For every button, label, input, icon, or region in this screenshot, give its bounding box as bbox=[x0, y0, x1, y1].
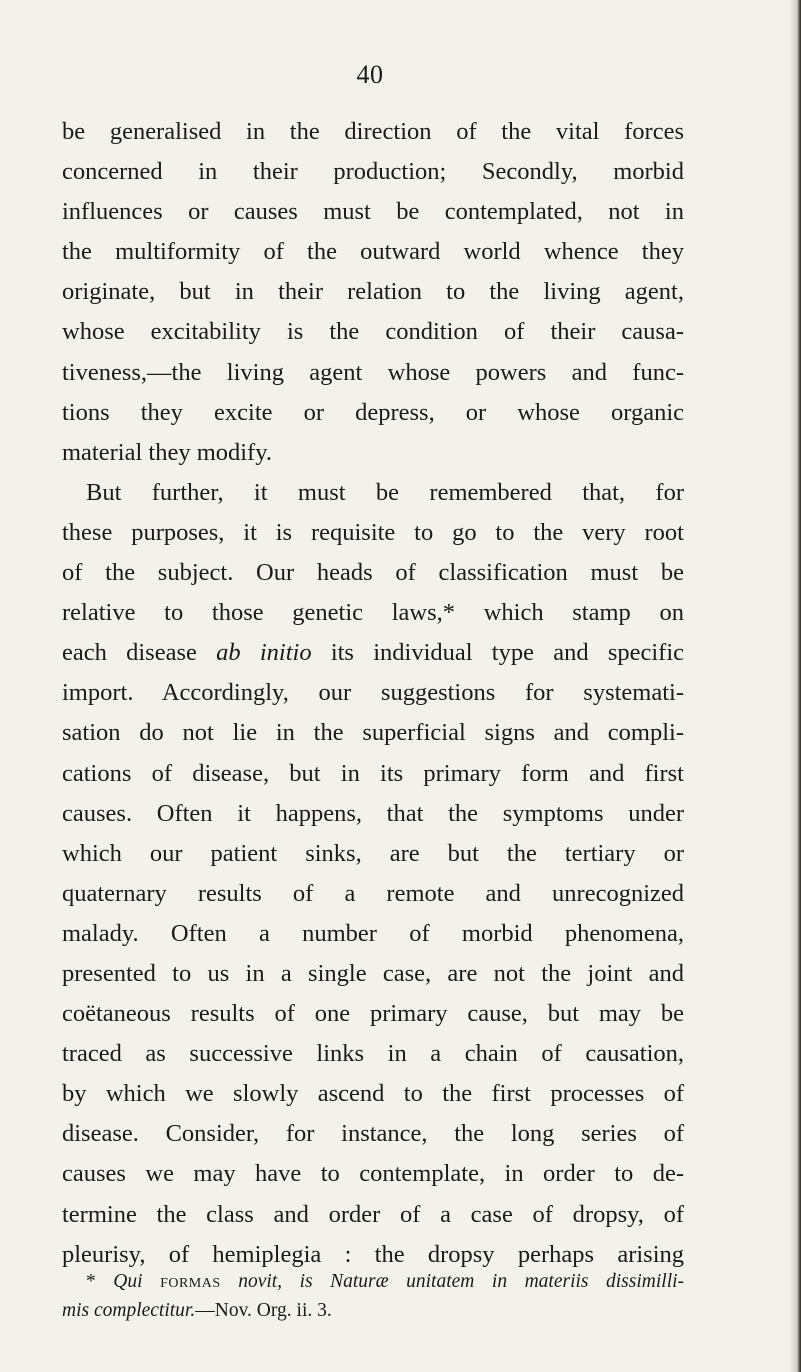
footnote-italic: Qui bbox=[113, 1271, 143, 1292]
text-line: influences or causes must be contemplated, not in bbox=[62, 198, 684, 226]
text-line: material they modify. bbox=[62, 438, 272, 466]
text-line: But further, it must be remembered that, for bbox=[86, 478, 684, 506]
footnote-mark: * bbox=[86, 1271, 96, 1292]
page-number: 40 bbox=[356, 60, 384, 89]
text-line: be generalised in the direction of the vital forces bbox=[62, 118, 684, 145]
text-line: which our patient sinks, are but the tertiary or bbox=[62, 839, 684, 867]
text-line: presented to us in a single case, are not the joint and bbox=[62, 959, 684, 987]
italic-phrase: ab initio bbox=[216, 639, 312, 667]
body-text bbox=[62, 112, 684, 1275]
text-line: import. Accordingly, our suggestions for systemati- bbox=[62, 679, 684, 707]
text-fragment: each disease bbox=[62, 639, 217, 667]
footnote-italic: mis complectitur. bbox=[62, 1300, 196, 1321]
text-line: the multiformity of the outward world whence they bbox=[62, 238, 684, 266]
text-line: termine the class and order of a case of dropsy, of bbox=[62, 1200, 684, 1228]
text-line: by which we slowly ascend to the first processes of bbox=[62, 1080, 684, 1108]
text-line: quaternary results of a remote and unrecognized bbox=[62, 879, 684, 907]
text-line: these purposes, it is requisite to go to the very root bbox=[62, 518, 684, 546]
footnote bbox=[62, 1267, 684, 1325]
text-line: coëtaneous results of one primary cause, but may be bbox=[62, 1000, 684, 1028]
footnote-small-caps: formas bbox=[160, 1271, 221, 1292]
text-line: tions they excite or depress, or whose organic bbox=[62, 398, 684, 426]
text-line: of the subject. Our heads of classification must be bbox=[62, 559, 684, 587]
text-line: causes we may have to contemplate, in order to de- bbox=[62, 1160, 684, 1188]
text-line: pleurisy, of hemiplegia : the dropsy perhaps arising bbox=[62, 1240, 684, 1268]
text-line: concerned in their production; Secondly, morbid bbox=[62, 158, 684, 186]
text-line: malady. Often a number of morbid phenomena, bbox=[62, 919, 684, 947]
footnote-italic: novit, is Naturæ unitatem in materiis dissimilli- bbox=[238, 1271, 685, 1292]
text-line: sation do not lie in the superficial signs and compli- bbox=[62, 719, 684, 747]
text-line: originate, but in their relation to the living agent, bbox=[62, 278, 684, 306]
text-line: disease. Consider, for instance, the long series of bbox=[62, 1120, 684, 1148]
footnote-line bbox=[62, 1267, 684, 1296]
text-line-with-italic bbox=[62, 633, 684, 673]
text-line: cations of disease, but in its primary form and first bbox=[62, 759, 684, 787]
footnote-line bbox=[62, 1296, 684, 1325]
text-fragment: its individual type and specific bbox=[311, 639, 684, 667]
text-line: whose excitability is the condition of their causa- bbox=[62, 318, 684, 346]
footnote-citation: —Nov. Org. ii. 3. bbox=[195, 1300, 332, 1321]
text-line: relative to those genetic laws,* which stamp on bbox=[62, 599, 684, 627]
page-edge-shadow bbox=[791, 0, 801, 1372]
text-line: causes. Often it happens, that the symptoms under bbox=[62, 799, 684, 827]
text-line: tiveness,—the living agent whose powers and func- bbox=[62, 358, 684, 386]
text-line: traced as successive links in a chain of causation, bbox=[62, 1040, 684, 1068]
